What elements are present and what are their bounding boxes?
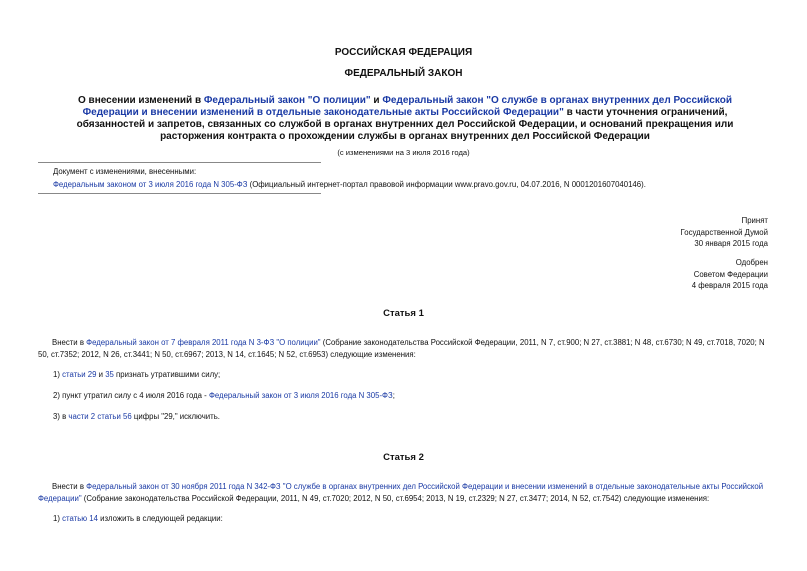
law-title: О внесении изменений в Федеральный закон "О полиции" и Федеральный закон "О службе в органах внутренних дел Российской Федерации и внесении изменений в отдельные законодательные акты Российской Федерации" в части уточнения ограничений, обязанностей и запретов, связанных со службой в органах внутренних дел Российской Федерации, и оснований прекращения или расторжения контракта о прохождении службы в органах внутренних дел Российской Федерации [76,95,734,142]
link-article-29[interactable]: статьи 29 [62,370,97,379]
link-police-law[interactable]: Федеральный закон "О полиции" [203,95,371,106]
link-article-14[interactable]: статью 14 [62,514,98,523]
adoption-federation-council: Одобрен Советом Федерации 4 февраля 2015 года [691,258,768,290]
edition-note: (с изменениями на 3 июля 2016 года) [337,148,470,157]
adoption-duma: Принят Государственной Думой 30 января 2015 года [680,216,768,248]
divider-bottom [38,193,321,194]
changes-label: Документ с изменениями, внесенными: [53,167,197,176]
link-law-342fz[interactable]: Федеральный закон от 30 ноября 2011 года N 342-ФЗ "О службе в органах внутренних дел Российской Федерации и внесении изменений в отдельные законодательные акты Российской Федерации" [38,482,764,503]
article-1-intro: Внести в Федеральный закон от 7 февраля 2011 года N 3-ФЗ "О полиции" (Собрание законодательства Российской Федерации, 2011, N 7, ст.900; N 27, ст.3881; N 48, ст.6730; N 49, ст.7018, 7020; N 50, ст.7352; 2012, N 26, ст.3441; N 50, ст.6967; 2013, N 14, ст.1645; N 52, ст.6953) следующие изменения: [38,338,765,359]
article-2-intro: Внести в Федеральный закон от 30 ноября 2011 года N 342-ФЗ "О службе в органах внутренних дел Российской Федерации и внесении изменений в отдельные законодательные акты Российской Федерации" (Собрание законодательства Российской Федерации, 2011, N 49, ст.7020; 2012, N 50, ст.6954; 2013, N 19, ст.2329; N 27, ст.3477; 2014, N 52, ст.7542) следующие изменения: [38,482,764,503]
law-type-heading: ФЕДЕРАЛЬНЫЙ ЗАКОН [344,68,463,79]
link-service-law[interactable]: Федеральный закон "О службе в органах внутренних дел Российской Федерации и внесении изменений в отдельные законодательные акты Российской Федерации" [82,95,732,118]
article-1-heading: Статья 1 [383,308,424,319]
link-law-305fz[interactable]: Федеральный закон от 3 июля 2016 года N 305-ФЗ [208,391,393,400]
article-2-item-1: 1) статью 14 изложить в следующей редакции: [53,514,223,523]
link-article-35[interactable]: 35 [105,370,114,379]
link-part-2-article-56[interactable]: части 2 статьи 56 [68,412,132,421]
article-2-heading: Статья 2 [383,452,424,463]
changes-entry: Федеральным законом от 3 июля 2016 года N 305-ФЗ (Официальный интернет-портал правовой информации www.pravo.gov.ru, 04.07.2016, N 0001201607040146). [53,180,646,189]
link-amending-law[interactable]: Федеральным законом от 3 июля 2016 года N 305-ФЗ [53,180,248,189]
country-heading: РОССИЙСКАЯ ФЕДЕРАЦИЯ [334,47,473,58]
article-1-item-2: 2) пункт утратил силу с 4 июля 2016 года - Федеральный закон от 3 июля 2016 года N 305-ФЗ; [53,391,395,400]
article-1-item-3: 3) в части 2 статьи 56 цифры "29," исключить. [53,412,220,421]
divider-top [38,162,321,163]
article-1-item-1: 1) статьи 29 и 35 признать утратившими силу; [53,370,221,379]
link-law-3fz[interactable]: Федеральный закон от 7 февраля 2011 года N 3-ФЗ "О полиции" [86,338,321,347]
